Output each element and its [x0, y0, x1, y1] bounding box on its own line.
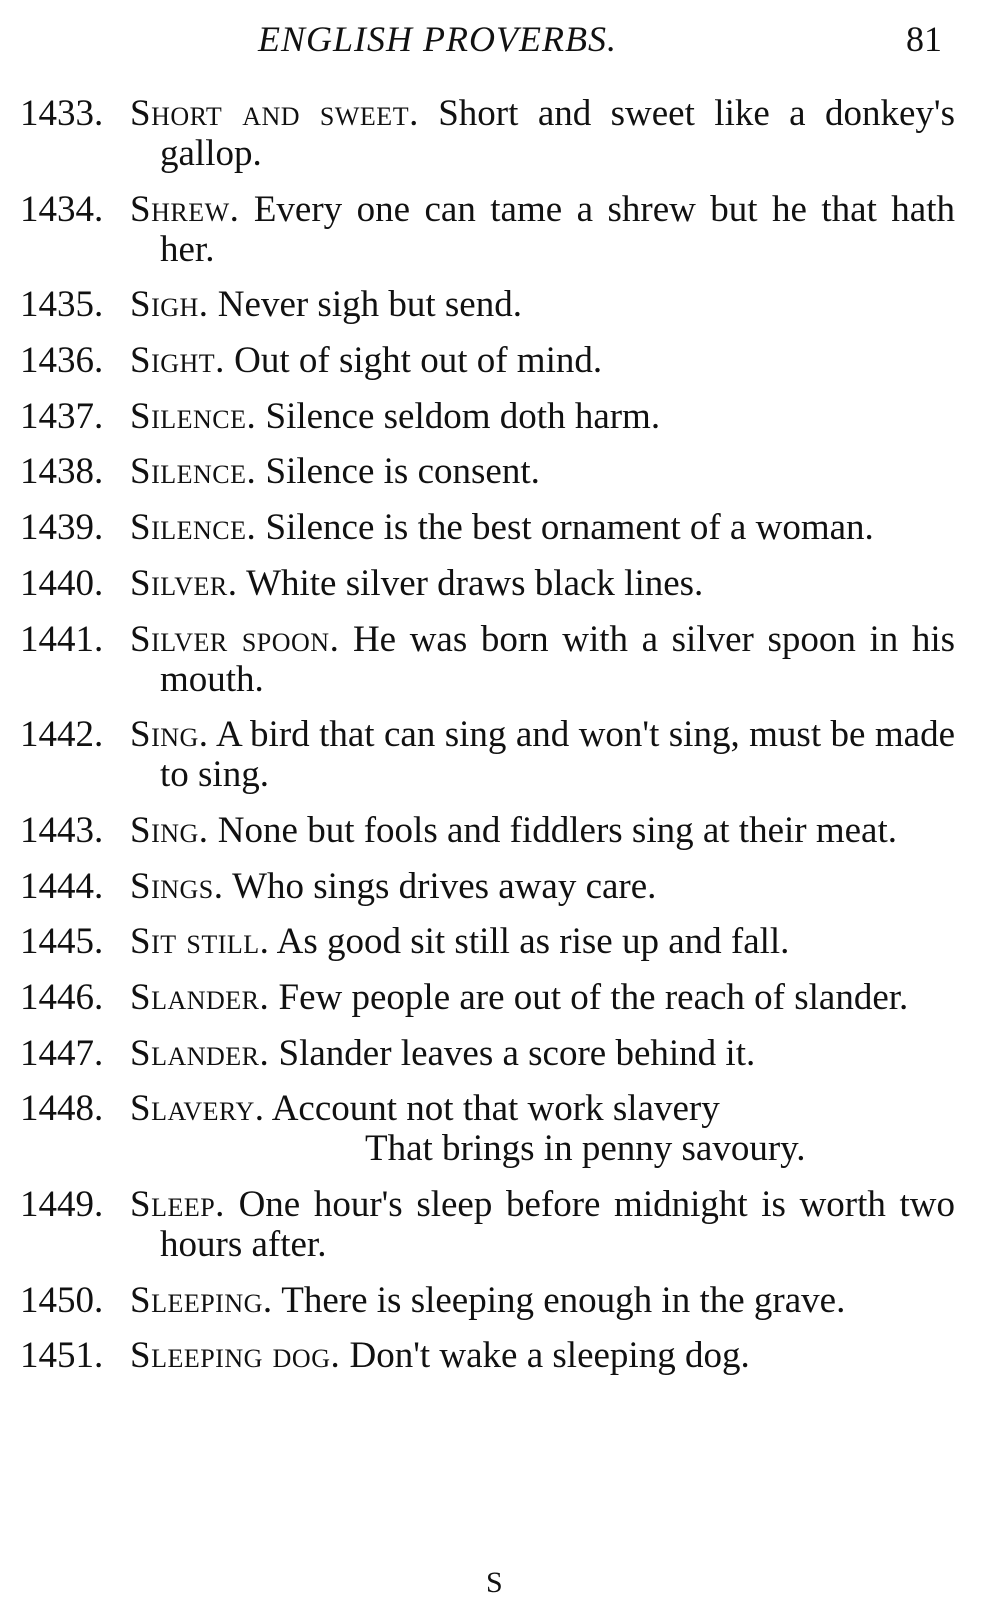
proverb-number: 1438. — [20, 451, 104, 493]
proverb-keyword: Slander. — [130, 1032, 270, 1074]
proverb-text: Silence seldom doth harm. — [265, 395, 661, 437]
proverb-text: Silence is the best ornament of a woman. — [265, 507, 874, 549]
running-title: ENGLISH PROVERBS. — [258, 19, 617, 59]
proverb-number: 1435. — [20, 284, 104, 326]
page-number: 81 — [906, 19, 942, 59]
proverb-entry — [20, 1336, 955, 1376]
proverb-text: Short and sweet like a donkey's gallop. — [160, 93, 955, 174]
proverb-number: 1444. — [20, 865, 104, 907]
proverb-text: One hour's sleep before midnight is worth two hours after. — [160, 1184, 956, 1265]
proverb-number: 1436. — [20, 340, 104, 382]
proverb-entry — [20, 1185, 955, 1265]
proverb-text: Who sings drives away care. — [232, 865, 657, 907]
proverb-text: None but fools and fiddlers sing at their meat. — [217, 809, 898, 851]
proverb-keyword: Sleeping. — [130, 1279, 273, 1321]
running-head — [0, 18, 1000, 62]
proverb-keyword: Silver spoon. — [130, 618, 340, 660]
proverb-list — [20, 94, 955, 1392]
proverb-entry — [20, 1034, 955, 1074]
proverb-entry — [20, 452, 955, 492]
proverb-keyword: Sing. — [130, 714, 209, 756]
proverb-entry — [20, 564, 955, 604]
proverb-keyword: Short and sweet. — [130, 93, 419, 134]
proverb-number: 1447. — [20, 1032, 104, 1074]
proverb-entry — [20, 285, 955, 325]
proverb-entry — [20, 1281, 955, 1321]
proverb-number: 1448. — [20, 1088, 104, 1130]
proverb-number: 1443. — [20, 809, 104, 851]
proverb-entry — [20, 1089, 955, 1169]
proverb-entry — [20, 811, 955, 851]
proverb-text: Slander leaves a score behind it. — [278, 1032, 756, 1074]
proverb-text: Few people are out of the reach of slander. — [278, 976, 909, 1018]
proverb-keyword: Slander. — [130, 976, 270, 1018]
proverb-keyword: Sit still. — [130, 921, 270, 963]
proverb-keyword: Sleeping dog. — [130, 1335, 341, 1377]
proverb-number: 1441. — [20, 618, 104, 660]
proverb-number: 1445. — [20, 921, 104, 963]
signature-mark: S — [486, 1566, 503, 1599]
proverb-keyword: Silence. — [130, 507, 257, 549]
proverb-entry — [20, 397, 955, 437]
proverb-entry — [20, 94, 955, 174]
proverb-text: Every one can tame a shrew but he that hath her. — [160, 188, 956, 270]
proverb-text: Never sigh but send. — [217, 284, 522, 326]
proverb-verse-line: Account not that work slavery — [271, 1088, 720, 1130]
proverb-number: 1434. — [20, 188, 104, 230]
proverb-text: White silver draws black lines. — [246, 562, 704, 604]
proverb-entry — [20, 341, 955, 381]
proverb-text: Silence is consent. — [265, 451, 540, 493]
proverb-text: A bird that can sing and won't sing, must be made to sing. — [160, 714, 955, 796]
proverb-keyword: Sleep. — [130, 1184, 225, 1225]
proverb-keyword: Sings. — [130, 865, 224, 907]
proverb-number: 1440. — [20, 562, 104, 604]
proverb-keyword: Sing. — [130, 809, 209, 851]
proverb-entry — [20, 620, 955, 700]
proverb-keyword: Sigh. — [130, 284, 209, 326]
proverb-number: 1442. — [20, 714, 104, 756]
proverb-entry — [20, 978, 955, 1018]
proverb-entry — [20, 190, 955, 270]
proverb-entry — [20, 867, 955, 907]
proverb-keyword: Slavery. — [130, 1088, 265, 1130]
proverb-verse-line: That brings in penny savoury. — [365, 1128, 806, 1170]
proverb-number: 1437. — [20, 395, 104, 437]
proverb-text: Out of sight out of mind. — [234, 340, 603, 382]
proverb-number: 1450. — [20, 1279, 104, 1321]
proverb-number: 1446. — [20, 976, 104, 1018]
proverb-keyword: Silver. — [130, 562, 238, 604]
proverb-entry — [20, 922, 955, 962]
proverb-text: He was born with a silver spoon in his mouth. — [160, 618, 956, 700]
proverb-text: As good sit still as rise up and fall. — [276, 921, 790, 963]
proverb-keyword: Silence. — [130, 451, 257, 493]
proverb-text: There is sleeping enough in the grave. — [281, 1279, 846, 1321]
proverb-entry — [20, 715, 955, 795]
proverb-keyword: Silence. — [130, 395, 257, 437]
proverb-number: 1449. — [20, 1184, 104, 1225]
proverb-number: 1433. — [20, 93, 104, 134]
proverb-text: Don't wake a sleeping dog. — [349, 1335, 750, 1377]
proverb-entry — [20, 508, 955, 548]
proverb-number: 1439. — [20, 507, 104, 549]
proverb-keyword: Shrew. — [130, 188, 240, 230]
proverb-number: 1451. — [20, 1335, 104, 1377]
proverb-keyword: Sight. — [130, 340, 225, 382]
